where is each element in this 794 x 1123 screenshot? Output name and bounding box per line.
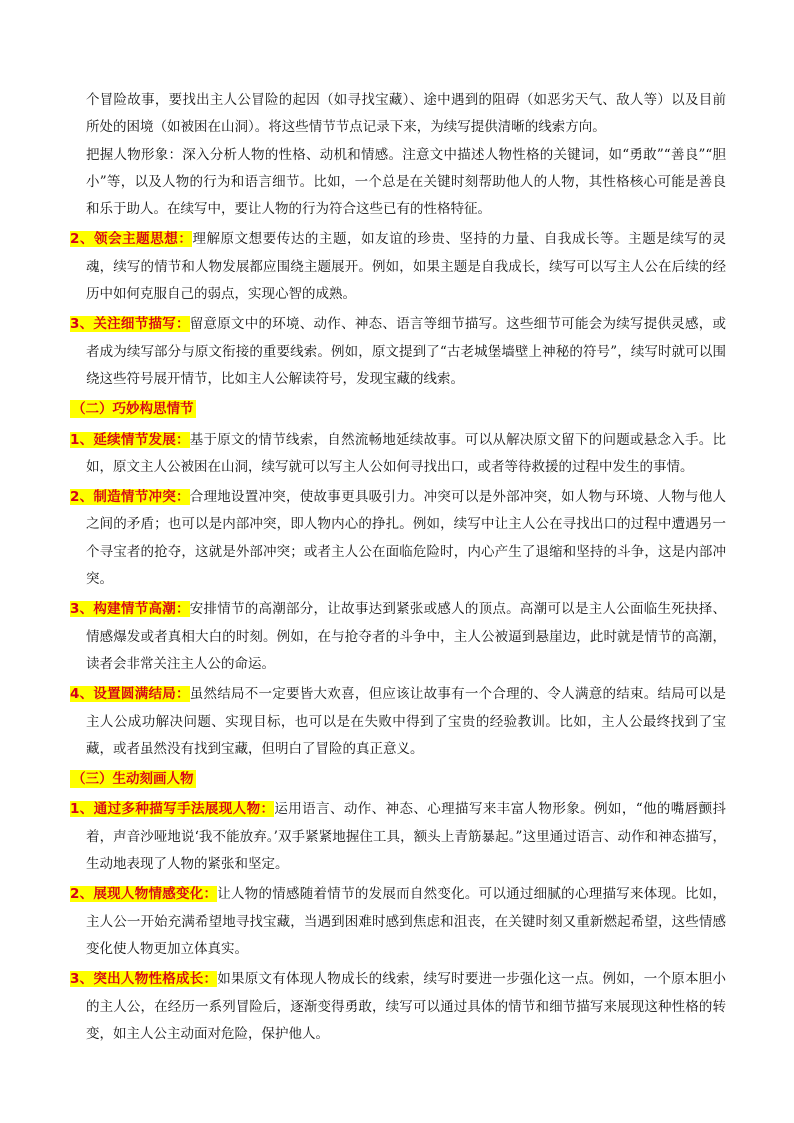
section2-items: [70, 427, 726, 764]
item-heading: 4、设置圆满结局：: [70, 686, 190, 703]
section3-title: [70, 766, 726, 793]
item-text: 如果原文有体现人物成长的线索，续写时要进一步强化这一点。例如，一个原本胆小的主人公，在经历一系列冒险后，逐渐变得勇敢，续写可以通过具体的情节和细节描写来展现这种性格的转变，如主人公主动面对危险，保护他人。: [86, 971, 727, 1042]
item-heading: 3、突出人物性格成长：: [70, 971, 218, 988]
item-heading: 3、关注细节描写：: [70, 316, 190, 333]
item-heading: 2、领会主题思想：: [70, 231, 193, 248]
section2-title: [70, 396, 726, 423]
section2-item-2: [70, 484, 726, 593]
section-heading: （二）巧妙构思情节: [72, 401, 194, 418]
section3-item-2: [70, 881, 726, 963]
section2-item-1: [70, 427, 726, 482]
item-text: 虽然结局不一定要皆大欢喜，但应该让故事有一个合理的、令人满意的结束。结局可以是主人公成功解决问题、实现目标，也可以是在失败中得到了宝贵的经验教训。比如，主人公最终找到了宝藏，或者虽然没有找到宝藏，但明白了冒险的真正意义。: [86, 686, 727, 757]
intro-paragraph: 个冒险故事，要找出主人公冒险的起因（如寻找宝藏）、途中遇到的阻碍（如恶劣天气、敌人等）以及目前所处的困境（如被困在山洞）。将这些情节节点记录下来，为续写提供清晰的线索方向。: [86, 92, 726, 136]
item-text: 运用语言、动作、神态、心理描写来丰富人物形象。例如，“他的嘴唇颤抖着，声音沙哑地说‘我不能放弃。’双手紧紧地握住工具，额头上青筋暴起。”这里通过语言、动作和神态描写，生动地表现了人物的紧张和坚定。: [86, 801, 726, 873]
item-text: 基于原文的情节线索，自然流畅地延续故事。可以从解决原文留下的问题或悬念入手。比如，原文主人公被困在山洞，续写就可以写主人公如何寻找出口，或者等待救援的过程中发生的事情。: [86, 431, 727, 475]
item-heading: 2、展现人物情感变化：: [70, 886, 218, 903]
section1-item-3: [70, 311, 726, 393]
item-text: 理解原文想要传达的主题，如友谊的珍贵、坚持的力量、自我成长等。主题是续写的灵魂，续写的情节和人物发展都应围绕主题展开。例如，如果主题是自我成长，续写可以写主人公在后续的经历中如何克服自己的弱点，实现心智的成熟。: [86, 231, 727, 303]
item-text: 留意原文中的环境、动作、神态、语言等细节描写。这些细节可能会为续写提供灵感，或者成为续写部分与原文衔接的重要线索。例如，原文提到了“古老城堡墙壁上神秘的符号”，续写时就可以围绕这些符号展开情节，比如主人公解读符号，发现宝藏的线索。: [86, 316, 727, 387]
item-heading: 3、构建情节高潮：: [70, 601, 190, 618]
section3-item-1: [70, 796, 726, 878]
item-text: 合理地设置冲突，使故事更具吸引力。冲突可以是外部冲突，如人物与环境、人物与他人之间的矛盾；也可以是内部冲突，即人物内心的挣扎。例如，续写中让主人公在寻找出口的过程中遭遇另一个寻宝者的抢夺，这就是外部冲突；或者主人公在面临危险时，内心产生了退缩和坚持的斗争，这是内部冲突。: [86, 489, 727, 588]
section1-item-2: [70, 226, 726, 308]
item-text: 安排情节的高潮部分，让故事达到紧张或感人的顶点。高潮可以是主人公面临生死抉择、情感爆发或者真相大白的时刻。例如，在与抢夺者的斗争中，主人公被逼到悬崖边，此时就是情节的高潮，读者会非常关注主人公的命运。: [86, 601, 727, 672]
item-heading: 2、制造情节冲突：: [70, 489, 190, 506]
section2-item-3: [70, 596, 726, 678]
item-heading: 1、延续情节发展：: [70, 431, 190, 448]
section-heading: （三）生动刻画人物: [72, 771, 194, 788]
section3-item-3: [70, 966, 726, 1048]
item-heading: 1、通过多种描写手法展现人物：: [70, 801, 275, 818]
document-content: [70, 87, 726, 1051]
section2-item-4: [70, 681, 726, 763]
section1-items: [70, 226, 726, 393]
character-paragraph: 把握人物形象：深入分析人物的性格、动机和情感。注意文中描述人物性格的关键词，如“勇敢”“善良”“胆小”等，以及人物的行为和语言细节。比如，一个总是在关键时刻帮助他人的人物，其性格核心可能是善良和乐于助人。在续写中，要让人物的行为符合这些已有的性格特征。: [86, 146, 726, 218]
section3-items: [70, 796, 726, 1048]
item-text: 让人物的情感随着情节的发展而自然变化。可以通过细腻的心理描写来体现。比如，主人公一开始充满希望地寻找宝藏，当遇到困难时感到焦虑和沮丧，在关键时刻又重新燃起希望，这些情感变化使人物更加立体真实。: [86, 886, 727, 957]
